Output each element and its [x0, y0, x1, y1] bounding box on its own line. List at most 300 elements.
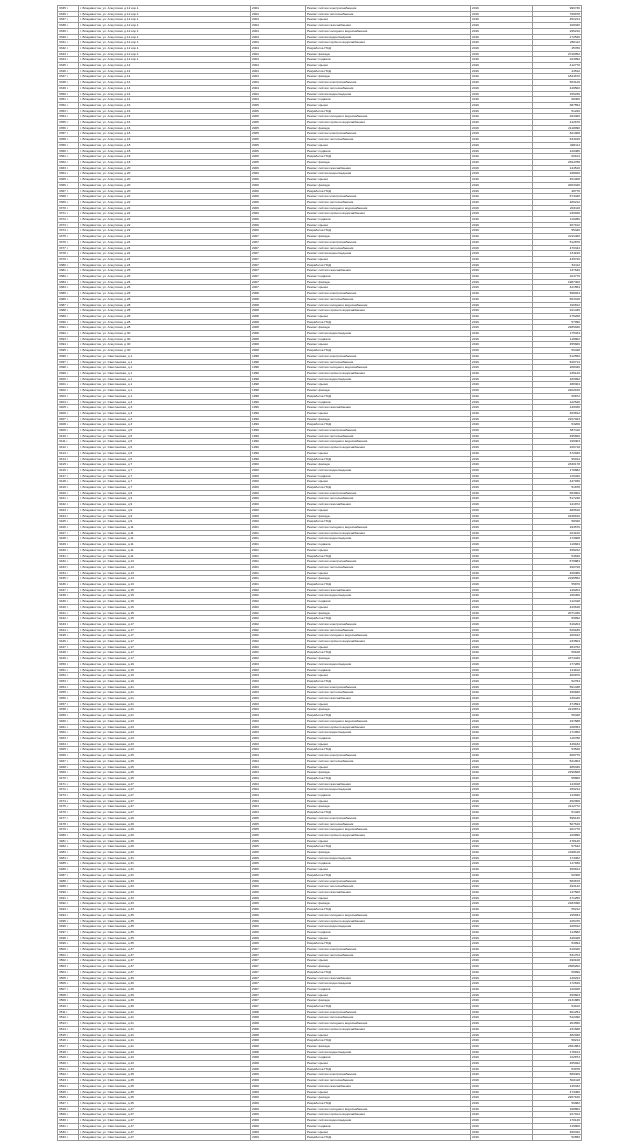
- plan-year-cell: 2016: [471, 547, 533, 553]
- year-built-cell: 1999: [251, 399, 306, 405]
- address-cell: г. Владивосток, ул. Светланская, д.45: [79, 1078, 251, 1084]
- row-number-cell: 3479 г.: [58, 827, 79, 833]
- address-cell: г. Владивосток, ул. Светланская, д.3: [79, 405, 251, 411]
- cost-cell: 56014: [533, 456, 582, 462]
- year-built-cell: 2005: [251, 867, 306, 873]
- row-number-cell: 3471 г.: [58, 781, 79, 787]
- address-cell: г. Владивосток, ул. Светланская, д.37: [79, 969, 251, 975]
- work-type-cell: Ремонт систем теплоснабжения: [306, 11, 471, 17]
- address-cell: г. Владивосток, ул. Светланская, д.9: [79, 513, 251, 519]
- plan-year-cell: 2016: [471, 507, 533, 513]
- year-built-cell: 2005: [251, 838, 306, 844]
- row-number-cell: 3419 г.: [58, 485, 79, 491]
- cost-cell: 53540: [533, 747, 582, 753]
- plan-year-cell: 2016: [471, 1061, 533, 1067]
- address-cell: г. Владивосток, ул. Алеутская, д.30: [79, 342, 251, 348]
- year-built-cell: 2003: [251, 701, 306, 707]
- work-type-cell: Ремонт систем теплоснабжения: [306, 296, 471, 302]
- cost-cell: 996736: [533, 6, 582, 12]
- row-number-cell: 3484 г.: [58, 855, 79, 861]
- cost-cell: 534016: [533, 137, 582, 143]
- year-built-cell: 2004: [251, 28, 306, 34]
- row-number-cell: 3518 г.: [58, 1049, 79, 1055]
- work-type-cell: Ремонт систем газоснабжения: [306, 23, 471, 29]
- year-built-cell: 2006: [251, 895, 306, 901]
- plan-year-cell: 2016: [471, 661, 533, 667]
- plan-year-cell: 2016: [471, 23, 533, 29]
- row-number-cell: 3364 г.: [58, 171, 79, 177]
- address-cell: г. Владивосток, ул. Светланская, д.41: [79, 1021, 251, 1027]
- year-built-cell: 2005: [251, 850, 306, 856]
- address-cell: г. Владивосток, ул. Алеутская, д.18: [79, 142, 251, 148]
- row-number-cell: 3336 г.: [58, 11, 79, 17]
- plan-year-cell: 2016: [471, 331, 533, 337]
- work-type-cell: Разработка ПСД: [306, 456, 471, 462]
- plan-year-cell: 2016: [471, 736, 533, 742]
- row-number-cell: 3499 г.: [58, 941, 79, 947]
- row-number-cell: 3358 г.: [58, 137, 79, 143]
- work-type-cell: Ремонт фасада: [306, 1095, 471, 1101]
- plan-year-cell: 2016: [471, 1049, 533, 1055]
- cost-cell: 140224: [533, 975, 582, 981]
- plan-year-cell: 2016: [471, 787, 533, 793]
- plan-year-cell: 2016: [471, 684, 533, 690]
- cost-cell: 206012: [533, 633, 582, 639]
- work-type-cell: Разработка ПСД: [306, 422, 471, 428]
- plan-year-cell: 2016: [471, 1083, 533, 1089]
- plan-year-cell: 2016: [471, 80, 533, 86]
- plan-year-cell: 2016: [471, 901, 533, 907]
- row-number-cell: 3394 г.: [58, 342, 79, 348]
- row-number-cell: 3437 г.: [58, 587, 79, 593]
- row-number-cell: 3463 г.: [58, 736, 79, 742]
- address-cell: г. Владивосток, ул. Светланская, д.25: [79, 770, 251, 776]
- address-cell: г. Владивосток, ул. Светланская, д.33: [79, 895, 251, 901]
- address-cell: г. Владивосток, ул. Алеутская, д.22: [79, 217, 251, 223]
- row-number-cell: 3446 г.: [58, 639, 79, 645]
- cost-cell: 201776: [533, 827, 582, 833]
- row-number-cell: 3458 г.: [58, 707, 79, 713]
- row-number-cell: 3393 г.: [58, 336, 79, 342]
- row-number-cell: 3340 г.: [58, 34, 79, 40]
- address-cell: г. Владивосток, ул. Светланская, д.35: [79, 929, 251, 935]
- year-built-cell: 2006: [251, 878, 306, 884]
- address-cell: г. Владивосток, ул. Светланская, д.19: [79, 678, 251, 684]
- work-type-cell: Ремонт систем водоотведения: [306, 1049, 471, 1055]
- row-number-cell: 3511 г.: [58, 1009, 79, 1015]
- work-type-cell: Ремонт крыши: [306, 410, 471, 416]
- row-number-cell: 3421 г.: [58, 496, 79, 502]
- cost-cell: 2211460: [533, 234, 582, 240]
- row-number-cell: 3366 г.: [58, 182, 79, 188]
- plan-year-cell: 2016: [471, 371, 533, 377]
- plan-year-cell: 2016: [471, 838, 533, 844]
- address-cell: г. Владивосток, ул. Светланская, д.43: [79, 1055, 251, 1061]
- plan-year-cell: 2016: [471, 199, 533, 205]
- cost-cell: 212670: [533, 120, 582, 126]
- plan-year-cell: 2016: [471, 827, 533, 833]
- address-cell: г. Владивосток, ул. Светланская, д.7: [79, 462, 251, 468]
- plan-year-cell: 2016: [471, 336, 533, 342]
- row-number-cell: 3515 г.: [58, 1032, 79, 1038]
- cost-cell: 591438: [533, 684, 582, 690]
- cost-cell: 52308: [533, 872, 582, 878]
- plan-year-cell: 2016: [471, 445, 533, 451]
- plan-year-cell: 2016: [471, 969, 533, 975]
- address-cell: г. Владивосток, ул. Светланская, д.11: [79, 547, 251, 553]
- plan-year-cell: 2016: [471, 1089, 533, 1095]
- work-type-cell: Ремонт фасада: [306, 279, 471, 285]
- work-type-cell: Разработка ПСД: [306, 907, 471, 913]
- work-type-cell: Ремонт фасада: [306, 159, 471, 165]
- work-type-cell: Ремонт систем водоотведения: [306, 661, 471, 667]
- row-number-cell: 3453 г.: [58, 678, 79, 684]
- cost-cell: 156236: [533, 91, 582, 97]
- work-type-cell: Разработка ПСД: [306, 1135, 471, 1141]
- row-number-cell: 3346 г.: [58, 68, 79, 74]
- year-built-cell: 2005: [251, 120, 306, 126]
- plan-year-cell: 2016: [471, 302, 533, 308]
- work-type-cell: Ремонт крыши: [306, 222, 471, 228]
- cost-cell: 122540: [533, 399, 582, 405]
- year-built-cell: 2006: [251, 929, 306, 935]
- work-type-cell: Разработка ПСД: [306, 775, 471, 781]
- address-cell: г. Владивосток, ул. Светланская, д.23: [79, 747, 251, 753]
- year-built-cell: 2006: [251, 171, 306, 177]
- address-cell: г. Владивосток, ул. Светланская, д.43: [79, 1061, 251, 1067]
- year-built-cell: 2000: [251, 479, 306, 485]
- row-number-cell: 3459 г.: [58, 713, 79, 719]
- year-built-cell: 2006: [251, 165, 306, 171]
- work-type-cell: Ремонт фасада: [306, 416, 471, 422]
- cost-cell: 51878: [533, 485, 582, 491]
- row-number-cell: 3423 г.: [58, 507, 79, 513]
- address-cell: г. Владивосток, ул. Светланская, д.35: [79, 924, 251, 930]
- year-built-cell: 2005: [251, 131, 306, 137]
- row-number-cell: 3490 г.: [58, 889, 79, 895]
- cost-cell: 59108: [533, 650, 582, 656]
- plan-year-cell: 2016: [471, 918, 533, 924]
- year-built-cell: 2000: [251, 473, 306, 479]
- row-number-cell: 3475 г.: [58, 804, 79, 810]
- cost-cell: 146204: [533, 587, 582, 593]
- address-cell: г. Владивосток, ул. Алеутская, д.18: [79, 154, 251, 160]
- row-number-cell: 3350 г.: [58, 91, 79, 97]
- address-cell: г. Владивосток, ул. Алеутская, д.22: [79, 194, 251, 200]
- year-built-cell: 2008: [251, 1026, 306, 1032]
- address-cell: г. Владивосток, ул. Светланская, д.27: [79, 798, 251, 804]
- plan-year-cell: 2016: [471, 1106, 533, 1112]
- cost-cell: 52764: [533, 678, 582, 684]
- plan-year-cell: 2016: [471, 1032, 533, 1038]
- year-built-cell: 2008: [251, 331, 306, 337]
- row-number-cell: 3349 г.: [58, 85, 79, 91]
- work-type-cell: Ремонт крыши: [306, 935, 471, 941]
- plan-year-cell: 2016: [471, 958, 533, 964]
- address-cell: г. Владивосток, ул. Светланская, д.45: [79, 1072, 251, 1078]
- row-number-cell: 3443 г.: [58, 621, 79, 627]
- row-number-cell: 3523 г.: [58, 1078, 79, 1084]
- row-number-cell: 3497 г.: [58, 929, 79, 935]
- year-built-cell: 2006: [251, 217, 306, 223]
- cost-cell: 144510: [533, 165, 582, 171]
- cost-cell: 141872: [533, 502, 582, 508]
- row-number-cell: 3476 г.: [58, 810, 79, 816]
- cost-cell: 2196552: [533, 576, 582, 582]
- row-number-cell: 3348 г.: [58, 80, 79, 86]
- row-number-cell: 3343 г.: [58, 51, 79, 57]
- cost-cell: 233504: [533, 639, 582, 645]
- row-number-cell: 3411 г.: [58, 439, 79, 445]
- cost-cell: 512490: [533, 1015, 582, 1021]
- work-type-cell: Ремонт систем горячего водоснабжения: [306, 1026, 471, 1032]
- work-type-cell: Ремонт крыши: [306, 256, 471, 262]
- work-type-cell: Ремонт крыши: [306, 507, 471, 513]
- cost-cell: 486330: [533, 764, 582, 770]
- address-cell: г. Владивосток, ул. Светланская, д.31: [79, 855, 251, 861]
- plan-year-cell: 2016: [471, 262, 533, 268]
- cost-cell: 2003340: [533, 182, 582, 188]
- year-built-cell: 2009: [251, 1112, 306, 1118]
- cost-cell: 469380: [533, 570, 582, 576]
- year-built-cell: 2006: [251, 182, 306, 188]
- cost-cell: 190812: [533, 302, 582, 308]
- cost-cell: 53206: [533, 422, 582, 428]
- year-built-cell: 1998: [251, 376, 306, 382]
- plan-year-cell: 2016: [471, 137, 533, 143]
- work-type-cell: Ремонт систем электроснабжения: [306, 684, 471, 690]
- year-built-cell: 2008: [251, 1015, 306, 1021]
- address-cell: г. Владивосток, ул. Алеутская, д.14: [79, 85, 251, 91]
- work-type-cell: Ремонт фасада: [306, 74, 471, 80]
- cost-cell: 184300: [533, 114, 582, 120]
- year-built-cell: 1999: [251, 428, 306, 434]
- year-built-cell: 2008: [251, 1021, 306, 1027]
- plan-year-cell: 2016: [471, 775, 533, 781]
- plan-year-cell: 2016: [471, 433, 533, 439]
- cost-cell: 587110: [533, 428, 582, 434]
- year-built-cell: 2007: [251, 958, 306, 964]
- work-type-cell: Ремонт систем холодного водоснабжения: [306, 1106, 471, 1112]
- address-cell: г. Владивосток, ул. Светланская, д.33: [79, 884, 251, 890]
- year-built-cell: 2007: [251, 947, 306, 953]
- work-type-cell: Ремонт систем электроснабжения: [306, 753, 471, 759]
- year-built-cell: 2001: [251, 553, 306, 559]
- plan-year-cell: 2016: [471, 730, 533, 736]
- cost-cell: 2157024: [533, 416, 582, 422]
- address-cell: г. Владивосток, ул. Алеутская, д.18: [79, 159, 251, 165]
- year-built-cell: 2009: [251, 1089, 306, 1095]
- row-number-cell: 3387 г.: [58, 302, 79, 308]
- row-number-cell: 3460 г.: [58, 718, 79, 724]
- cost-cell: 172816: [533, 981, 582, 987]
- cost-cell: 490108: [533, 958, 582, 964]
- year-built-cell: 2007: [251, 256, 306, 262]
- row-number-cell: 3347 г.: [58, 74, 79, 80]
- cost-cell: 490728: [533, 564, 582, 570]
- work-type-cell: Разработка ПСД: [306, 485, 471, 491]
- cost-cell: 439720: [533, 256, 582, 262]
- row-number-cell: 3376 г.: [58, 239, 79, 245]
- address-cell: г. Владивосток, ул. Светланская, д.27: [79, 793, 251, 799]
- row-number-cell: 3405 г.: [58, 405, 79, 411]
- work-type-cell: Ремонт подвала: [306, 217, 471, 223]
- address-cell: г. Владивосток, ул. Светланская, д.29: [79, 827, 251, 833]
- plan-year-cell: 2016: [471, 621, 533, 627]
- plan-year-cell: 2016: [471, 815, 533, 821]
- cost-cell: 471256: [533, 895, 582, 901]
- year-built-cell: 2000: [251, 502, 306, 508]
- year-built-cell: 2002: [251, 639, 306, 645]
- row-number-cell: 3502 г.: [58, 958, 79, 964]
- plan-year-cell: 2016: [471, 935, 533, 941]
- plan-year-cell: 2016: [471, 422, 533, 428]
- plan-year-cell: 2016: [471, 245, 533, 251]
- year-built-cell: 2006: [251, 935, 306, 941]
- cost-cell: 57090: [533, 319, 582, 325]
- plan-year-cell: 2016: [471, 462, 533, 468]
- cost-cell: 495660: [533, 433, 582, 439]
- plan-year-cell: 2016: [471, 1055, 533, 1061]
- work-type-cell: Ремонт систем электроснабжения: [306, 6, 471, 12]
- address-cell: г. Владивосток, ул. Алеутская, д.28: [79, 296, 251, 302]
- year-built-cell: 2002: [251, 627, 306, 633]
- cost-cell: 583670: [533, 878, 582, 884]
- row-number-cell: 3365 г.: [58, 177, 79, 183]
- work-type-cell: Ремонт систем холодного водоснабжения: [306, 114, 471, 120]
- address-cell: г. Владивосток, ул. Светланская, д.41: [79, 1043, 251, 1049]
- year-built-cell: 2005: [251, 844, 306, 850]
- work-type-cell: Ремонт фасада: [306, 804, 471, 810]
- row-number-cell: 3335 г.: [58, 6, 79, 12]
- plan-year-cell: 2016: [471, 319, 533, 325]
- plan-year-cell: 2016: [471, 1078, 533, 1084]
- cost-cell: 502118: [533, 1078, 582, 1084]
- cost-cell: 2348116: [533, 850, 582, 856]
- plan-year-cell: 2016: [471, 428, 533, 434]
- year-built-cell: 2003: [251, 684, 306, 690]
- address-cell: г. Владивосток, ул. Светланская, д.27: [79, 787, 251, 793]
- address-cell: г. Владивосток, ул. Алеутская, д.14: [79, 97, 251, 103]
- plan-year-cell: 2016: [471, 884, 533, 890]
- row-number-cell: 3524 г.: [58, 1083, 79, 1089]
- work-type-cell: Ремонт фасада: [306, 610, 471, 616]
- plan-year-cell: 2016: [471, 125, 533, 131]
- work-type-cell: Разработка ПСД: [306, 188, 471, 194]
- plan-year-cell: 2016: [471, 182, 533, 188]
- cost-cell: 224102: [533, 530, 582, 536]
- row-number-cell: 3431 г.: [58, 553, 79, 559]
- year-built-cell: 2006: [251, 228, 306, 234]
- address-cell: г. Владивосток, ул. Светланская, д.21: [79, 713, 251, 719]
- row-number-cell: 3374 г.: [58, 228, 79, 234]
- plan-year-cell: 2016: [471, 690, 533, 696]
- plan-year-cell: 2016: [471, 410, 533, 416]
- cost-cell: 2361884: [533, 1043, 582, 1049]
- address-cell: г. Владивосток, ул. Светланская, д.41: [79, 1015, 251, 1021]
- address-cell: г. Владивосток, ул. Алеутская, д.16: [79, 125, 251, 131]
- cost-cell: 2248910: [533, 513, 582, 519]
- plan-year-cell: 2016: [471, 57, 533, 63]
- work-type-cell: Ремонт крыши: [306, 1032, 471, 1038]
- work-type-cell: Разработка ПСД: [306, 844, 471, 850]
- address-cell: г. Владивосток, ул. Светланская, д.5: [79, 445, 251, 451]
- row-number-cell: 3455 г.: [58, 690, 79, 696]
- row-number-cell: 3434 г.: [58, 570, 79, 576]
- row-number-cell: 3520 г.: [58, 1061, 79, 1067]
- address-cell: г. Владивосток, ул. Алеутская, д.30: [79, 331, 251, 337]
- plan-year-cell: 2016: [471, 564, 533, 570]
- address-cell: г. Владивосток, ул. Светланская, д.47: [79, 1112, 251, 1118]
- work-type-cell: Ремонт подвала: [306, 929, 471, 935]
- work-type-cell: Ремонт систем водоотведения: [306, 376, 471, 382]
- address-cell: г. Владивосток, ул. Алеутская, д.28: [79, 313, 251, 319]
- cost-cell: 447036: [533, 479, 582, 485]
- row-number-cell: 3451 г.: [58, 667, 79, 673]
- cost-cell: 56982: [533, 1101, 582, 1107]
- row-number-cell: 3493 г.: [58, 907, 79, 913]
- row-number-cell: 3401 г.: [58, 382, 79, 388]
- row-number-cell: 3409 г.: [58, 428, 79, 434]
- address-cell: г. Владивосток, ул. Светланская, д.5: [79, 450, 251, 456]
- row-number-cell: 3531 г.: [58, 1123, 79, 1129]
- row-number-cell: 3430 г.: [58, 547, 79, 553]
- work-type-cell: Ремонт систем холодного водоснабжения: [306, 633, 471, 639]
- plan-year-cell: 2016: [471, 889, 533, 895]
- year-built-cell: 2000: [251, 513, 306, 519]
- plan-year-cell: 2016: [471, 713, 533, 719]
- address-cell: г. Владивосток, ул. Алеутская, д.14: [79, 63, 251, 69]
- cost-cell: 478120: [533, 838, 582, 844]
- work-type-cell: Ремонт систем горячего водоснабжения: [306, 445, 471, 451]
- year-built-cell: 2004: [251, 6, 306, 12]
- year-built-cell: 2000: [251, 496, 306, 502]
- address-cell: г. Владивосток, ул. Алеутская, д.24: [79, 251, 251, 257]
- year-built-cell: 2004: [251, 45, 306, 51]
- plan-year-cell: 2016: [471, 644, 533, 650]
- year-built-cell: 2005: [251, 142, 306, 148]
- year-built-cell: 1999: [251, 416, 306, 422]
- row-number-cell: 3425 г.: [58, 519, 79, 525]
- cost-cell: 446428: [533, 935, 582, 941]
- year-built-cell: 2007: [251, 981, 306, 987]
- cost-cell: 493142: [533, 884, 582, 890]
- row-number-cell: 3337 г.: [58, 17, 79, 23]
- plan-year-cell: 2016: [471, 34, 533, 40]
- year-built-cell: 2008: [251, 308, 306, 314]
- address-cell: г. Владивосток, ул. Светланская, д.5: [79, 456, 251, 462]
- work-type-cell: Ремонт крыши: [306, 382, 471, 388]
- row-number-cell: 3356 г.: [58, 125, 79, 131]
- plan-year-cell: 2016: [471, 867, 533, 873]
- row-number-cell: 3418 г.: [58, 479, 79, 485]
- work-type-cell: Ремонт систем газоснабжения: [306, 975, 471, 981]
- row-number-cell: 3450 г.: [58, 661, 79, 667]
- address-cell: г. Владивосток, ул. Светланская, д.41: [79, 1038, 251, 1044]
- address-cell: г. Владивосток, ул. Светланская, д.17: [79, 644, 251, 650]
- work-type-cell: Ремонт фасада: [306, 850, 471, 856]
- plan-year-cell: 2016: [471, 194, 533, 200]
- cost-cell: 118902: [533, 336, 582, 342]
- year-built-cell: 2005: [251, 872, 306, 878]
- row-number-cell: 3504 г.: [58, 969, 79, 975]
- year-built-cell: 2006: [251, 188, 306, 194]
- row-number-cell: 3368 г.: [58, 194, 79, 200]
- row-number-cell: 3369 г.: [58, 199, 79, 205]
- cost-cell: 59872: [533, 393, 582, 399]
- work-type-cell: Ремонт систем электроснабжения: [306, 878, 471, 884]
- work-type-cell: Разработка ПСД: [306, 319, 471, 325]
